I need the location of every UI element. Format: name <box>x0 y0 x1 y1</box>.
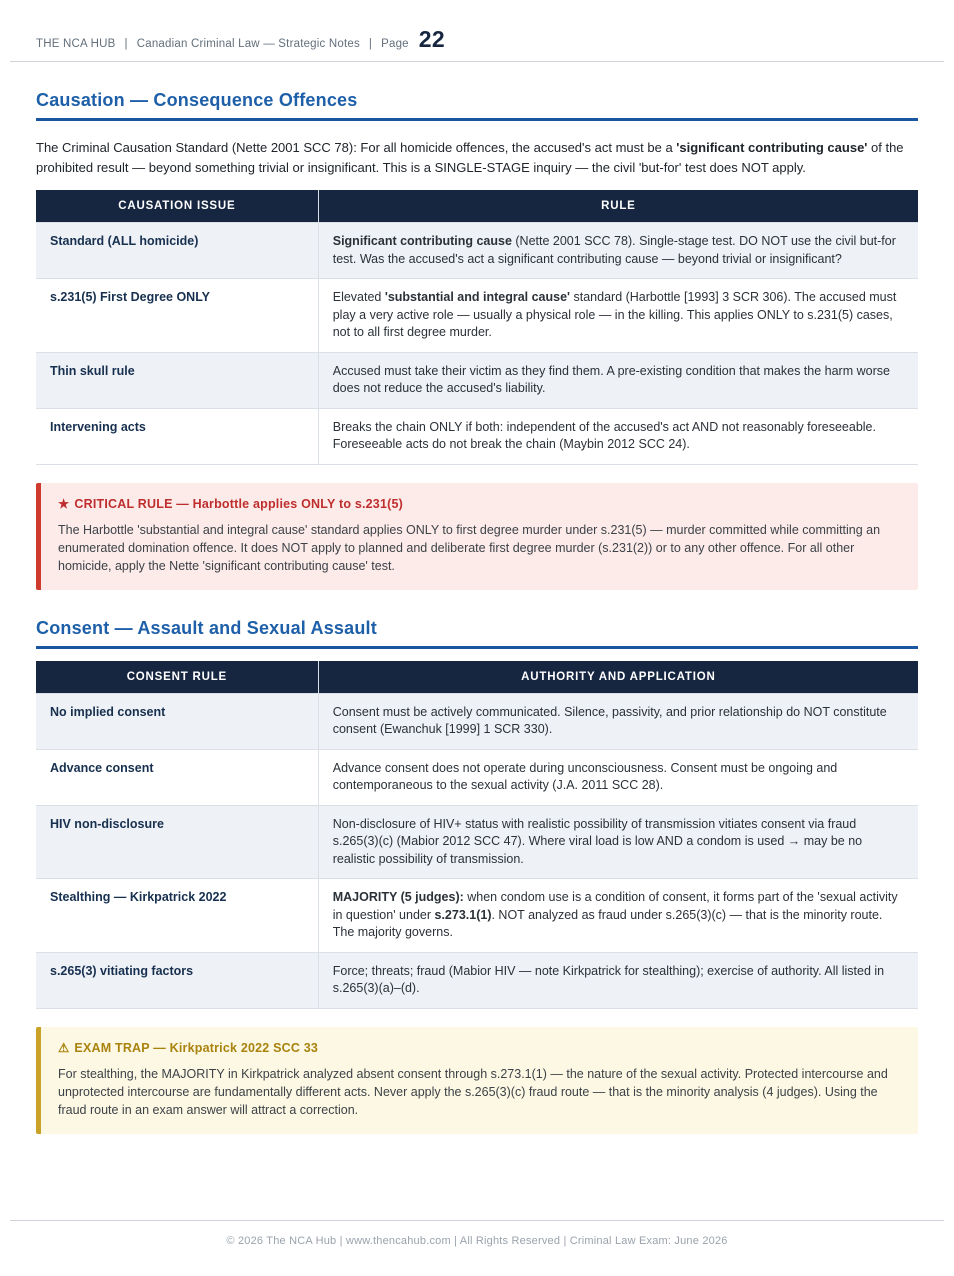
issue-cell: Standard (ALL homicide) <box>36 223 318 279</box>
issue-cell: Intervening acts <box>36 408 318 464</box>
column-header-consent-rule: CONSENT RULE <box>36 661 318 694</box>
consent-table <box>36 661 918 1009</box>
callout-title <box>58 496 901 511</box>
issue-cell: HIV non-disclosure <box>36 805 318 879</box>
warning-icon: ⚠ <box>58 1040 70 1055</box>
table-row <box>36 693 918 749</box>
section-title-consent: Consent — Assault and Sexual Assault <box>36 618 918 649</box>
rule-cell: Consent must be actively communicated. Silence, passivity, and prior relationship do NOT constitute consent (Ewanchuk [1999] 1 SCR 330). <box>318 693 918 749</box>
table-row <box>36 879 918 953</box>
table-row <box>36 223 918 279</box>
causation-table <box>36 190 918 465</box>
exam-trap-callout <box>36 1027 918 1134</box>
table-row <box>36 408 918 464</box>
issue-cell: s.265(3) vitiating factors <box>36 952 318 1008</box>
rule-cell: Significant contributing cause (Nette 2001 SCC 78). Single-stage test. DO NOT use the civil but-for test. Was the accused's act a significant contributing cause — beyond trivial or insignificant? <box>318 223 918 279</box>
header-divider <box>10 61 944 62</box>
critical-rule-callout <box>36 483 918 590</box>
page-header <box>0 0 954 53</box>
issue-cell: s.231(5) First Degree ONLY <box>36 279 318 353</box>
callout-body: The Harbottle 'substantial and integral cause' standard applies ONLY to first degree murder under s.231(5) — murder committed while committing an enumerated domination offence. It does NOT apply to planned and deliberate first degree murder (s.231(2)) or to any other offence. For all other homicide, apply the Nette 'significant contributing cause' test. <box>58 522 881 573</box>
table-header-row <box>36 661 918 694</box>
table-row <box>36 952 918 1008</box>
rule-cell: Force; threats; fraud (Mabior HIV — note Kirkpatrick for stealthing); exercise of authority. All listed in s.265(3)(a)–(d). <box>318 952 918 1008</box>
rule-cell: Accused must take their victim as they find them. A pre-existing condition that makes the harm worse does not reduce the accused's liability. <box>318 352 918 408</box>
page-label: Page <box>381 38 409 50</box>
document-subtitle: Canadian Criminal Law — Strategic Notes <box>136 38 360 50</box>
page-number: 22 <box>418 26 445 52</box>
column-header-rule: RULE <box>318 190 918 223</box>
brand-name: THE NCA HUB <box>36 38 116 50</box>
table-row <box>36 279 918 353</box>
issue-cell: Thin skull rule <box>36 352 318 408</box>
footer-text: © 2026 The NCA Hub | www.thencahub.com | All Rights Reserved | Criminal Law Exam: June 2026 <box>226 1235 728 1247</box>
table-row <box>36 805 918 879</box>
header-separator: | <box>124 38 128 50</box>
table-header-row <box>36 190 918 223</box>
issue-cell: Stealthing — Kirkpatrick 2022 <box>36 879 318 953</box>
rule-cell: Breaks the chain ONLY if both: independent of the accused's act AND not reasonably foreseeable. Foreseeable acts do not break the chain (Maybin 2012 SCC 24). <box>318 408 918 464</box>
issue-cell: Advance consent <box>36 749 318 805</box>
callout-title-text: CRITICAL RULE — Harbottle applies ONLY to s.231(5) <box>74 496 403 511</box>
issue-cell: No implied consent <box>36 693 318 749</box>
table-row <box>36 352 918 408</box>
header-separator: | <box>368 38 373 50</box>
column-header-authority: AUTHORITY AND APPLICATION <box>318 661 918 694</box>
callout-body: For stealthing, the MAJORITY in Kirkpatrick analyzed absent consent through s.273.1(1) — the nature of the sexual activity. Protected intercourse and unprotected intercourse are fundamentally different acts. Never apply the s.265(3)(c) fraud route — that is the minority analysis (4 judges). Using the fraud route in an exam answer will attract a correction. <box>58 1066 888 1117</box>
callout-title-text: EXAM TRAP — Kirkpatrick 2022 SCC 33 <box>74 1040 319 1055</box>
section-title-causation: Causation — Consequence Offences <box>36 90 918 121</box>
rule-cell: Non-disclosure of HIV+ status with realistic possibility of transmission vitiates consent via fraud s.265(3)(c) (Mabior 2012 SCC 47). Where viral load is low AND a condom is used → may be no realistic possibility of transmission. <box>318 805 918 879</box>
rule-cell: Elevated 'substantial and integral cause' standard (Harbottle [1993] 3 SCR 306). The accused must play a very active role — usually a physical role — in the killing. This applies ONLY to s.231(5) cases, not to all first degree murder. <box>318 279 918 353</box>
rule-cell: MAJORITY (5 judges): when condom use is a condition of consent, it forms part of the 'sexual activity in question' under s.273.1(1). NOT analyzed as fraud under s.265(3)(c) — that is the minority route. The majority governs. <box>318 879 918 953</box>
page-footer <box>0 1212 954 1276</box>
callout-title <box>58 1040 901 1055</box>
table-row <box>36 749 918 805</box>
footer-divider <box>10 1220 944 1221</box>
star-icon: ★ <box>58 496 70 511</box>
column-header-causation-issue: CAUSATION ISSUE <box>36 190 318 223</box>
causation-intro: The Criminal Causation Standard (Nette 2001 SCC 78): For all homicide offences, the accused's act must be a 'significant contributing cause' of the prohibited result — beyond something trivial or insignificant. This is a SINGLE-STAGE inquiry — the civil 'but-for' test does NOT apply. <box>36 140 904 175</box>
rule-cell: Advance consent does not operate during unconsciousness. Consent must be ongoing and contemporaneous to the sexual activity (J.A. 2011 SCC 28). <box>318 749 918 805</box>
